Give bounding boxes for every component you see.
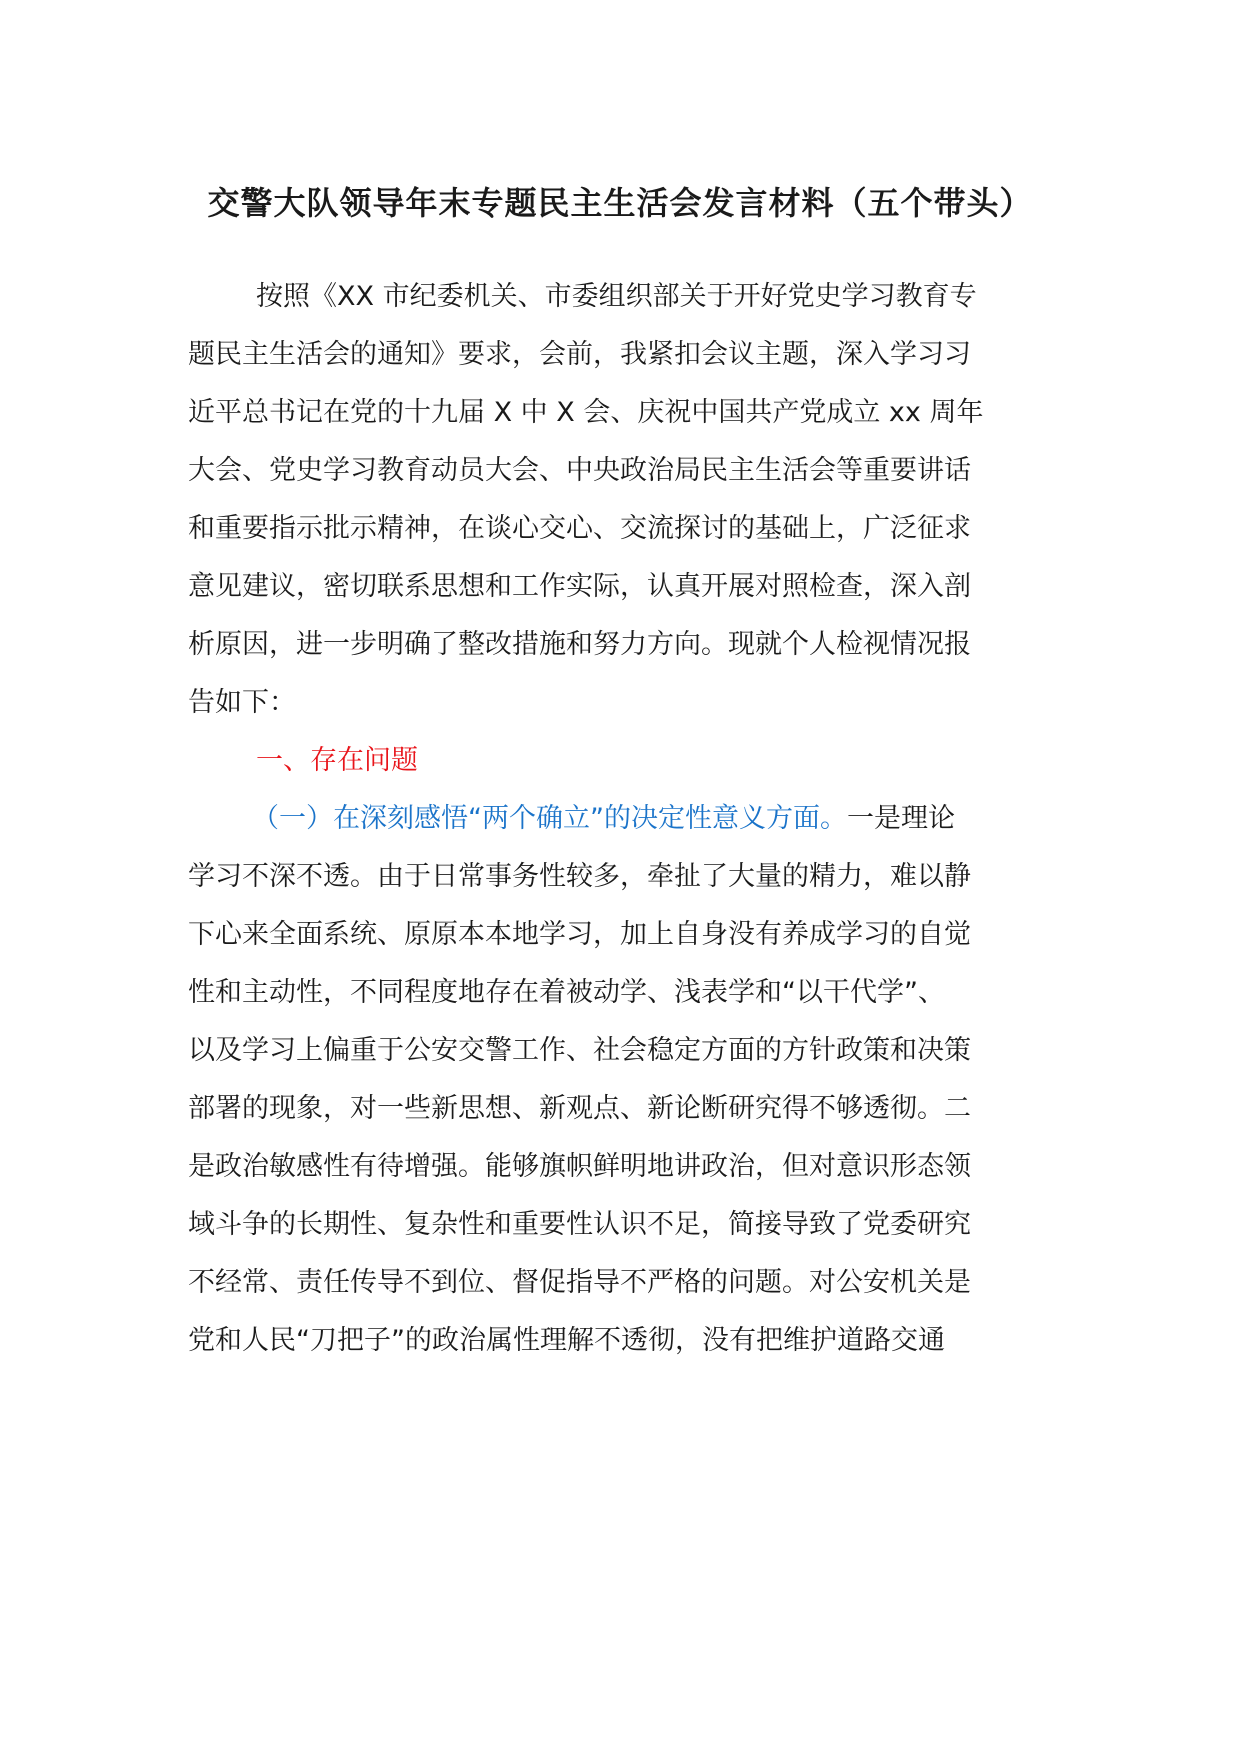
body-line: 性和主动性，不同程度地存在着被动学、浅表学和“以干代学”、 bbox=[188, 977, 945, 1008]
intro-line: 大会、党史学习教育动员大会、中央政治局民主生活会等重要讲话 bbox=[188, 455, 971, 486]
body-line: 学习不深不透。由于日常事务性较多，牵扯了大量的精力，难以静 bbox=[188, 861, 971, 892]
section-heading: 一、存在问题 bbox=[256, 745, 418, 776]
intro-line: 近平总书记在党的十九届 X 中 X 会、庆祝中国共产党成立 xx 周年 bbox=[188, 397, 984, 428]
intro-line: 按照《XX 市纪委机关、市委组织部关于开好党史学习教育专 bbox=[256, 281, 977, 312]
body-line: 是政治敏感性有待增强。能够旗帜鲜明地讲政治，但对意识形态领 bbox=[188, 1151, 971, 1182]
subsection-first-line bbox=[252, 799, 955, 839]
body-line: 域斗争的长期性、复杂性和重要性认识不足，简接导致了党委研究 bbox=[188, 1209, 971, 1240]
intro-line: 意见建议，密切联系思想和工作实际，认真开展对照检查，深入剖 bbox=[188, 571, 971, 602]
intro-line: 题民主生活会的通知》要求，会前，我紧扣会议主题，深入学习习 bbox=[188, 339, 971, 370]
body-line: 不经常、责任传导不到位、督促指导不严格的问题。对公安机关是 bbox=[188, 1267, 971, 1298]
intro-line: 和重要指示批示精神，在谈心交心、交流探讨的基础上，广泛征求 bbox=[188, 513, 971, 544]
body-line: 部署的现象，对一些新思想、新观点、新论断研究得不够透彻。二 bbox=[188, 1093, 971, 1124]
body-line: 以及学习上偏重于公安交警工作、社会稳定方面的方针政策和决策 bbox=[188, 1035, 971, 1066]
body-line: 下心来全面系统、原原本本地学习，加上自身没有养成学习的自觉 bbox=[188, 919, 971, 950]
subsection-text: 一是理论 bbox=[846, 803, 955, 834]
intro-line: 告如下： bbox=[188, 687, 296, 718]
document-title: 交警大队领导年末专题民主生活会发言材料（五个带头） bbox=[207, 184, 1033, 222]
body-line: 党和人民“刀把子”的政治属性理解不透彻，没有把维护道路交通 bbox=[188, 1325, 945, 1356]
intro-line: 析原因，进一步明确了整改措施和努力方向。现就个人检视情况报 bbox=[188, 629, 971, 660]
subsection-heading: （一）在深刻感悟“两个确立”的决定性意义方面。 bbox=[252, 803, 847, 834]
